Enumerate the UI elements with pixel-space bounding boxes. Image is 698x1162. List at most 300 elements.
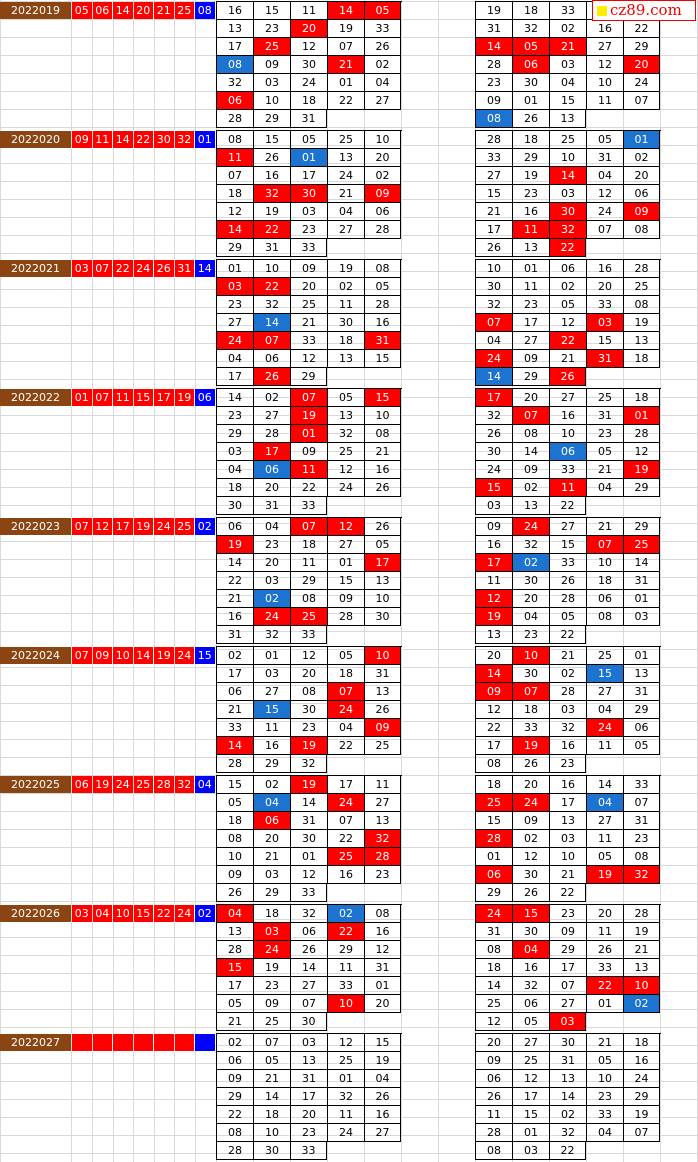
number-cell: 31: [623, 812, 660, 830]
number-cell: 16: [512, 203, 549, 221]
number-cell: 13: [623, 959, 660, 977]
red-ball: 07: [72, 647, 92, 664]
number-cell: 06: [549, 260, 586, 278]
number-cell: 04: [253, 794, 290, 812]
number-cell: 19: [586, 866, 623, 884]
number-cell: 09: [512, 350, 549, 368]
red-ball: 24: [134, 260, 154, 277]
number-cell: 18: [475, 959, 512, 977]
number-cell: 28: [327, 608, 364, 626]
number-cell: 10: [475, 260, 512, 278]
red-ball: 24: [154, 518, 174, 535]
number-cell: 09: [216, 866, 253, 884]
number-cell: 30: [290, 701, 327, 719]
number-cell: 24: [475, 461, 512, 479]
number-cell: 09: [253, 995, 290, 1013]
number-cell: 01: [623, 647, 660, 665]
number-cell: 22: [475, 719, 512, 737]
number-cell: 20: [290, 278, 327, 296]
number-cell: 18: [327, 665, 364, 683]
period-id: 2022023: [0, 518, 71, 535]
number-cell: 07: [586, 221, 623, 239]
number-cell: 07: [586, 536, 623, 554]
number-cell: 33: [290, 626, 327, 644]
number-cell: 09: [364, 719, 401, 737]
number-cell: 03: [253, 923, 290, 941]
number-cell: 06: [216, 518, 253, 536]
number-cell: 29: [216, 1088, 253, 1106]
number-cell: 32: [512, 977, 549, 995]
number-cell: 30: [290, 56, 327, 74]
number-cell: 03: [253, 572, 290, 590]
site-logo[interactable]: [592, 0, 696, 21]
number-cell: 03: [216, 443, 253, 461]
number-cell: 23: [549, 755, 586, 773]
number-cell: 18: [512, 131, 549, 149]
red-ball: 22: [134, 131, 154, 148]
number-cell: 09: [475, 92, 512, 110]
number-cell: 10: [586, 554, 623, 572]
number-cell: 29: [216, 239, 253, 257]
number-cell: 16: [623, 1052, 660, 1070]
number-cell: 12: [475, 1013, 512, 1031]
number-cell: 03: [290, 1034, 327, 1052]
number-cell: 21: [586, 518, 623, 536]
number-cell: 33: [586, 296, 623, 314]
number-cell: 23: [586, 1088, 623, 1106]
number-cell: 12: [549, 314, 586, 332]
number-cell: 25: [623, 278, 660, 296]
red-ball: 06: [93, 2, 113, 19]
number-cell: 21: [475, 203, 512, 221]
number-cell: 17: [327, 776, 364, 794]
number-cell: 13: [327, 149, 364, 167]
number-cell: 10: [253, 1124, 290, 1142]
number-cell: 10: [586, 74, 623, 92]
number-cell: 18: [253, 905, 290, 923]
number-cell: 14: [475, 665, 512, 683]
number-cell: 21: [549, 350, 586, 368]
number-cell: 15: [216, 776, 253, 794]
number-cell: 18: [586, 572, 623, 590]
number-cell: 27: [512, 332, 549, 350]
number-cell: 33: [290, 239, 327, 257]
number-cell: 02: [512, 830, 549, 848]
number-cell: 11: [586, 923, 623, 941]
number-cell: 16: [549, 737, 586, 755]
number-cell: 21: [586, 461, 623, 479]
number-cell: 08: [216, 131, 253, 149]
number-cell: 03: [586, 314, 623, 332]
number-cell: 30: [475, 278, 512, 296]
number-cell: 28: [475, 1124, 512, 1142]
number-cell: 16: [586, 20, 623, 38]
number-cell: 30: [475, 443, 512, 461]
number-cell: 02: [216, 1034, 253, 1052]
number-cell: 14: [216, 554, 253, 572]
number-cell: 14: [586, 776, 623, 794]
number-cell: 19: [216, 536, 253, 554]
number-cell: 29: [290, 572, 327, 590]
number-cell: 31: [253, 239, 290, 257]
number-cell: 13: [290, 1052, 327, 1070]
number-cell: 05: [216, 794, 253, 812]
number-cell: 25: [586, 647, 623, 665]
number-cell: 20: [253, 830, 290, 848]
number-cell: 27: [475, 167, 512, 185]
number-cell: 17: [364, 554, 401, 572]
number-cell: 23: [253, 536, 290, 554]
number-cell: 20: [290, 20, 327, 38]
number-cell: 22: [216, 572, 253, 590]
number-cell: 09: [290, 443, 327, 461]
number-cell: 33: [549, 2, 586, 20]
number-cell: 29: [512, 368, 549, 386]
red-ball: 15: [134, 389, 154, 406]
red-ball: 25: [175, 518, 195, 535]
number-cell: 15: [253, 131, 290, 149]
red-ball: 17: [154, 389, 174, 406]
number-cell: 11: [364, 776, 401, 794]
number-cell: 02: [549, 278, 586, 296]
number-cell: 20: [364, 995, 401, 1013]
number-cell: 10: [327, 995, 364, 1013]
number-cell: 12: [290, 350, 327, 368]
number-cell: 29: [253, 755, 290, 773]
number-cell: 20: [623, 167, 660, 185]
number-cell: 30: [512, 866, 549, 884]
number-cell: 25: [327, 443, 364, 461]
number-cell: 21: [327, 56, 364, 74]
number-cell: 21: [216, 590, 253, 608]
red-ball: 24: [175, 905, 195, 922]
number-cell: 24: [327, 794, 364, 812]
number-cell: 30: [512, 572, 549, 590]
number-cell: 33: [623, 776, 660, 794]
number-cell: 14: [216, 737, 253, 755]
number-cell: 23: [364, 866, 401, 884]
number-cell: 16: [364, 1106, 401, 1124]
number-cell: 27: [216, 314, 253, 332]
red-ball: 01: [72, 389, 92, 406]
red-ball: 17: [113, 518, 133, 535]
number-cell: 32: [253, 296, 290, 314]
number-cell: 20: [586, 278, 623, 296]
number-cell: 10: [586, 1070, 623, 1088]
number-cell: 15: [216, 959, 253, 977]
red-ball: 12: [93, 518, 113, 535]
number-cell: 05: [623, 737, 660, 755]
number-cell: 32: [290, 755, 327, 773]
number-cell: 22: [253, 221, 290, 239]
number-cell: 09: [290, 260, 327, 278]
blue-ball: 02: [195, 905, 215, 922]
number-cell: 16: [586, 260, 623, 278]
number-cell: 05: [216, 995, 253, 1013]
number-cell: 01: [475, 848, 512, 866]
number-cell: 06: [623, 719, 660, 737]
number-cell: 23: [290, 221, 327, 239]
period-id: 2022026: [0, 905, 71, 922]
red-ball: 28: [154, 776, 174, 793]
number-cell: 19: [623, 923, 660, 941]
number-cell: 25: [586, 389, 623, 407]
number-cell: 16: [549, 407, 586, 425]
number-cell: 26: [549, 368, 586, 386]
red-ball: [93, 1034, 113, 1051]
number-cell: 32: [549, 221, 586, 239]
number-cell: 16: [475, 536, 512, 554]
number-cell: 06: [549, 443, 586, 461]
number-cell: 19: [364, 1052, 401, 1070]
number-cell: 04: [586, 794, 623, 812]
number-cell: 31: [290, 110, 327, 128]
number-cell: 08: [290, 683, 327, 701]
number-cell: 04: [586, 1124, 623, 1142]
number-cell: 19: [253, 203, 290, 221]
number-cell: 33: [290, 1142, 327, 1160]
number-cell: 32: [512, 536, 549, 554]
number-cell: 24: [327, 1124, 364, 1142]
number-cell: 23: [253, 977, 290, 995]
number-cell: 28: [364, 296, 401, 314]
red-ball: 19: [175, 389, 195, 406]
number-cell: 10: [216, 848, 253, 866]
number-cell: 08: [364, 425, 401, 443]
number-cell: 05: [549, 608, 586, 626]
number-cell: 12: [512, 1070, 549, 1088]
number-cell: 22: [216, 1106, 253, 1124]
red-ball: 11: [93, 131, 113, 148]
number-cell: 15: [512, 1106, 549, 1124]
number-cell: 01: [623, 590, 660, 608]
number-cell: 13: [512, 497, 549, 515]
number-cell: 23: [216, 296, 253, 314]
number-cell: 23: [290, 1124, 327, 1142]
number-cell: 12: [586, 185, 623, 203]
number-cell: 02: [549, 665, 586, 683]
number-cell: 04: [586, 167, 623, 185]
number-cell: 08: [623, 848, 660, 866]
number-cell: 23: [253, 20, 290, 38]
number-cell: 23: [512, 296, 549, 314]
blue-ball: 02: [195, 518, 215, 535]
number-cell: 01: [512, 92, 549, 110]
number-cell: 18: [475, 776, 512, 794]
number-cell: 08: [216, 56, 253, 74]
red-ball: 14: [113, 131, 133, 148]
number-cell: 14: [216, 221, 253, 239]
number-cell: 29: [327, 941, 364, 959]
red-ball: 09: [72, 131, 92, 148]
number-cell: 02: [253, 590, 290, 608]
number-cell: 32: [475, 407, 512, 425]
number-cell: 02: [253, 776, 290, 794]
number-cell: 29: [290, 368, 327, 386]
number-cell: 29: [512, 149, 549, 167]
number-cell: 27: [364, 92, 401, 110]
number-cell: 19: [290, 737, 327, 755]
number-cell: 09: [216, 1070, 253, 1088]
number-cell: 18: [290, 536, 327, 554]
number-cell: 11: [290, 554, 327, 572]
number-cell: 11: [290, 2, 327, 20]
number-cell: 07: [475, 314, 512, 332]
number-cell: 31: [364, 332, 401, 350]
number-cell: 03: [253, 866, 290, 884]
number-cell: 31: [216, 626, 253, 644]
number-cell: 06: [216, 92, 253, 110]
number-cell: 08: [364, 260, 401, 278]
number-cell: 18: [327, 332, 364, 350]
number-cell: 11: [253, 719, 290, 737]
number-cell: 05: [586, 443, 623, 461]
number-cell: 12: [475, 590, 512, 608]
blue-ball: 14: [195, 260, 215, 277]
number-cell: 20: [512, 590, 549, 608]
number-cell: 22: [327, 923, 364, 941]
red-ball: 19: [93, 776, 113, 793]
number-cell: 12: [290, 38, 327, 56]
number-cell: 23: [290, 719, 327, 737]
number-cell: 32: [290, 905, 327, 923]
number-cell: 11: [327, 959, 364, 977]
number-cell: 02: [623, 995, 660, 1013]
number-cell: 08: [623, 296, 660, 314]
number-cell: 22: [549, 884, 586, 902]
number-cell: 14: [475, 977, 512, 995]
number-cell: 12: [327, 1034, 364, 1052]
number-cell: 29: [216, 425, 253, 443]
number-cell: 11: [512, 221, 549, 239]
number-cell: 30: [512, 665, 549, 683]
number-cell: 26: [364, 38, 401, 56]
number-cell: 05: [327, 647, 364, 665]
number-cell: 06: [475, 866, 512, 884]
number-cell: 14: [327, 2, 364, 20]
number-cell: 23: [475, 74, 512, 92]
number-cell: 21: [586, 1034, 623, 1052]
number-cell: 28: [549, 683, 586, 701]
number-cell: 30: [364, 608, 401, 626]
number-cell: 14: [475, 38, 512, 56]
number-cell: 26: [364, 1088, 401, 1106]
number-cell: 17: [475, 221, 512, 239]
number-cell: 13: [549, 1070, 586, 1088]
number-cell: 24: [290, 74, 327, 92]
number-cell: 24: [216, 332, 253, 350]
number-cell: 14: [549, 167, 586, 185]
number-cell: 13: [364, 683, 401, 701]
red-ball: 26: [154, 260, 174, 277]
number-cell: 30: [216, 497, 253, 515]
number-cell: 18: [623, 1034, 660, 1052]
number-cell: 30: [327, 314, 364, 332]
number-cell: 18: [512, 2, 549, 20]
red-ball: 10: [113, 647, 133, 664]
red-ball: 15: [134, 905, 154, 922]
number-cell: 20: [475, 1034, 512, 1052]
number-cell: 06: [216, 1052, 253, 1070]
number-cell: 24: [512, 518, 549, 536]
number-cell: 26: [290, 941, 327, 959]
number-cell: 31: [475, 923, 512, 941]
number-cell: 27: [512, 1034, 549, 1052]
number-cell: 26: [364, 518, 401, 536]
red-ball: 11: [113, 389, 133, 406]
number-cell: 31: [586, 407, 623, 425]
number-cell: 14: [290, 959, 327, 977]
number-cell: 20: [290, 1106, 327, 1124]
number-cell: 20: [586, 905, 623, 923]
number-cell: 29: [475, 884, 512, 902]
number-cell: 27: [364, 1124, 401, 1142]
number-cell: 24: [253, 941, 290, 959]
number-cell: 22: [549, 332, 586, 350]
number-cell: 16: [253, 737, 290, 755]
number-cell: 27: [253, 407, 290, 425]
number-cell: 04: [586, 701, 623, 719]
blue-ball: [195, 1034, 215, 1051]
number-cell: 03: [512, 1142, 549, 1160]
number-cell: 33: [364, 20, 401, 38]
number-cell: 11: [475, 572, 512, 590]
number-cell: 33: [475, 149, 512, 167]
number-cell: 26: [253, 149, 290, 167]
number-cell: 07: [512, 683, 549, 701]
number-cell: 33: [290, 497, 327, 515]
red-ball: 03: [72, 905, 92, 922]
number-cell: 08: [623, 221, 660, 239]
number-cell: 25: [475, 794, 512, 812]
red-ball: 24: [113, 776, 133, 793]
number-cell: 05: [327, 389, 364, 407]
number-cell: 01: [327, 74, 364, 92]
number-cell: 16: [364, 461, 401, 479]
number-cell: 15: [475, 479, 512, 497]
red-ball: 24: [175, 647, 195, 664]
number-cell: 31: [586, 149, 623, 167]
number-cell: 27: [549, 389, 586, 407]
number-cell: 08: [216, 1124, 253, 1142]
number-cell: 21: [549, 866, 586, 884]
number-cell: 06: [290, 923, 327, 941]
number-cell: 27: [364, 794, 401, 812]
number-cell: 32: [549, 719, 586, 737]
number-cell: 01: [253, 647, 290, 665]
red-ball: 14: [113, 2, 133, 19]
number-cell: 26: [216, 884, 253, 902]
red-ball: 25: [134, 776, 154, 793]
number-cell: 15: [364, 350, 401, 368]
red-ball: 20: [134, 2, 154, 19]
number-cell: 17: [475, 554, 512, 572]
number-cell: 20: [290, 665, 327, 683]
red-ball: 19: [134, 518, 154, 535]
number-cell: 11: [512, 278, 549, 296]
number-cell: 03: [216, 278, 253, 296]
number-cell: 11: [549, 479, 586, 497]
number-cell: 20: [512, 389, 549, 407]
number-cell: 24: [623, 74, 660, 92]
number-cell: 21: [549, 38, 586, 56]
number-cell: 33: [586, 959, 623, 977]
red-ball: 09: [93, 647, 113, 664]
number-cell: 13: [623, 332, 660, 350]
number-cell: 18: [216, 185, 253, 203]
number-cell: 15: [364, 389, 401, 407]
number-cell: 02: [549, 20, 586, 38]
